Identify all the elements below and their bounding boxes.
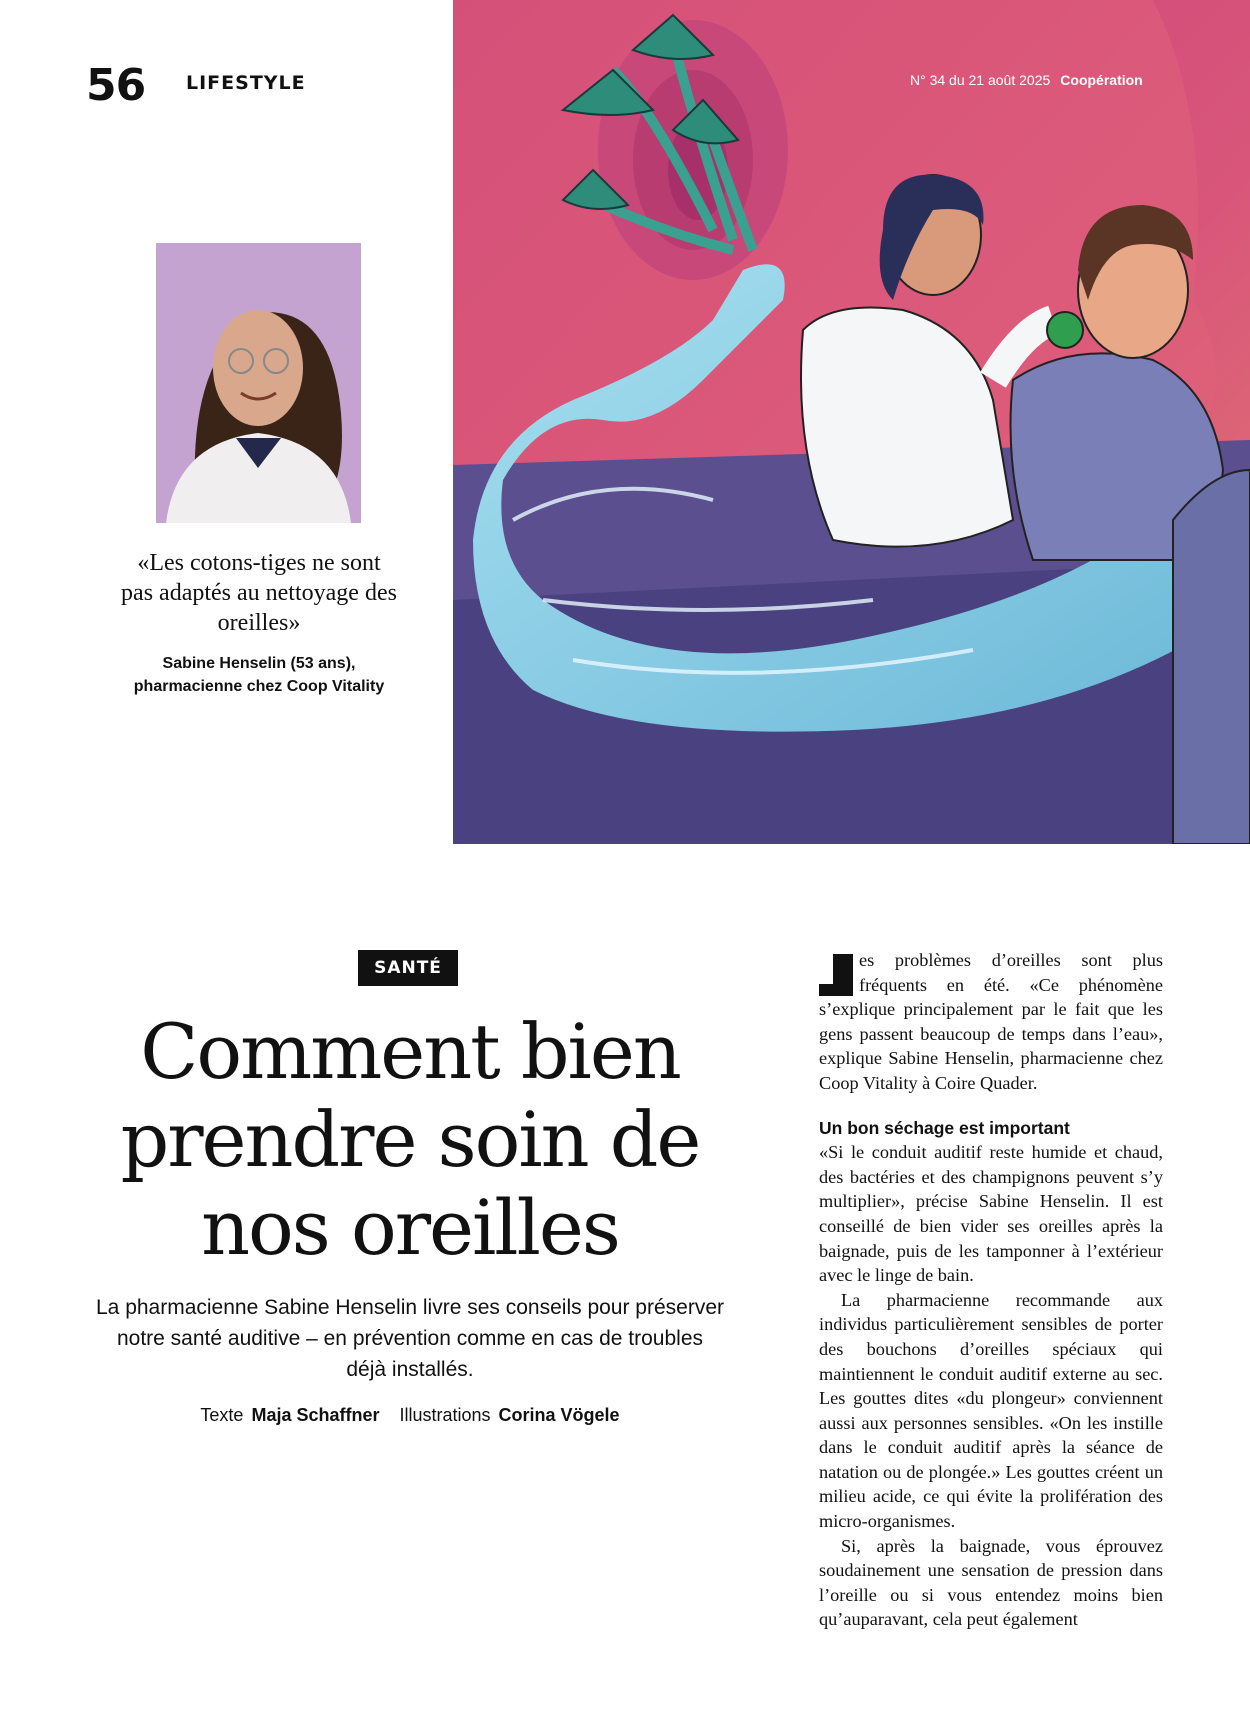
article-title: Comment bien prendre soin de nos oreilles: [120, 1007, 700, 1272]
article-illustration: [453, 0, 1250, 844]
illustration-credit-label: Illustrations: [399, 1405, 491, 1425]
paragraph: es problèmes d’oreilles sont plus fréquents en été. «Ce phénomène s’explique principalement par le fait que les gens passent beaucoup de temps dans l’eau», explique Sabine Henselin, pharmacienne chez Coop Vitality à Coire Quader.: [819, 950, 1163, 1093]
quote-attribution: [110, 652, 408, 698]
text-credit-author: Maja Schaffner: [251, 1405, 380, 1425]
article-lead: La pharmacienne Sabine Henselin livre ses conseils pour préserver notre santé auditive – en prévention comme en cas de troubles déjà installés.: [96, 1296, 725, 1381]
paragraph: «Si le conduit auditif reste humide et chaud, des bactéries et des champignons peuvent s’y multiplier», précise Sabine Henselin. Il est conseillé de bien vider ses oreilles après la baignade, puis de les tamponner à l’extérieur avec le linge de bain.: [819, 1142, 1163, 1286]
portrait-photo: [156, 243, 361, 523]
article-body: [819, 948, 1163, 1632]
drop-cap: [819, 954, 853, 996]
issue-date: N° 34 du 21 août 2025: [910, 72, 1051, 88]
publication-name: Coopération: [1060, 72, 1143, 88]
quote-author-name: Sabine Henselin (53 ans),: [162, 655, 356, 672]
category-tag: SANTÉ: [358, 950, 458, 986]
pull-quote: «Les cotons-tiges ne sont pas adaptés au nettoyage des oreilles»: [121, 550, 397, 636]
quote-author-role: pharmacienne chez Coop Vitality: [133, 678, 385, 695]
paragraph: Si, après la baignade, vous éprouvez soudainement une sensation de pression dans l’oreille ou si vous entendez moins bien qu’auparavant, cela peut également: [819, 1535, 1163, 1630]
article-credits: [96, 1405, 724, 1426]
text-credit-label: Texte: [200, 1405, 244, 1425]
section-label: LIFESTYLE: [186, 72, 306, 94]
paragraph: La pharmacienne recommande aux individus particulièrement sensibles de porter des bouchons d’oreilles spéciaux qui maintiennent le conduit auditif externe au sec. Les gouttes dites «du plongeur» conviennent aussi aux personnes sensibles. «On les instille dans le conduit auditif après la séance de natation ou de plongée.» Les gouttes créent un milieu acide, ce qui évite la prolifération des micro-organismes.: [819, 1289, 1163, 1532]
issue-info: [910, 72, 1160, 88]
illustration-credit-author: Corina Vögele: [498, 1405, 620, 1425]
subheading: Un bon séchage est important: [819, 1117, 1070, 1138]
page-number: 56: [86, 60, 146, 111]
